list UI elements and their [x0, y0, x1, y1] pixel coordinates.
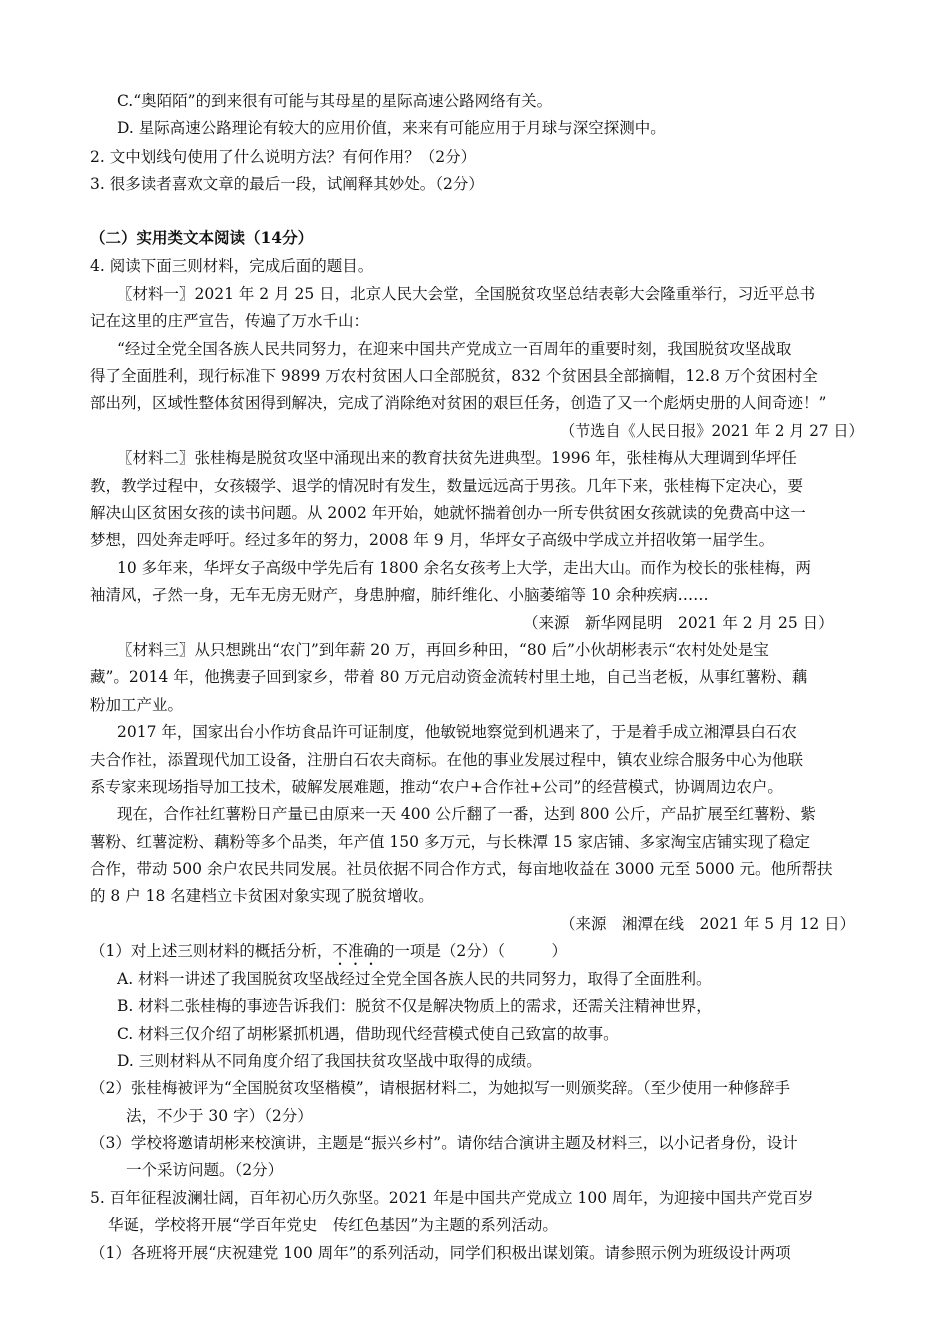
material-1-line: 〖材料一〗2021 年 2 月 25 日，北京人民大会堂，全国脱贫攻坚总结表彰大会隆重举行，习近平总书 [117, 285, 816, 303]
question-5-line: 华诞，学校将开展“学百年党史 传红色基因”为主题的系列活动。 [108, 1216, 558, 1234]
question-4-1 [90, 941, 567, 969]
material-3-line: 夫合作社，添置现代加工设备，注册白石农夫商标。在他的事业发展过程中，镇农业综合服务中心为他联 [90, 751, 804, 769]
material-2-line: 〖材料二〗张桂梅是脱贫攻坚中涌现出来的教育扶贫先进典型。1996 年，张桂梅从大理调到华坪任 [117, 449, 797, 467]
material-3-line: 粉加工产业。 [90, 696, 184, 714]
material-3-line: 现在，合作社红薯粉日产量已由原来一天 400 公斤翻了一番，达到 800 公斤，产品扩展至红薯粉、紫 [117, 805, 816, 823]
material-1-line: 部出列，区域性整体贫困得到解决，完成了消除绝对贫困的艰巨任务，创造了又一个彪炳史册的人间奇迹！” [90, 394, 827, 412]
material-3-source: （来源 湘潭在线 2021 年 5 月 12 日） [560, 915, 856, 933]
material-2-line: 梦想，四处奔走呼吁。经过多年的努力，2008 年 9 月，华坪女子高级中学成立并招收第一届学生。 [90, 531, 775, 549]
material-2-source: （来源 新华网昆明 2021 年 2 月 25 日） [523, 614, 834, 632]
material-3-line: 〖材料三〗从只想跳出“农门”到年薪 20 万，再回乡种田，“80 后”小伙胡彬表示“农村处处是宝 [117, 641, 769, 659]
question-4-3-line: （3）学校将邀请胡彬来校演讲，主题是“振兴乡村”。请你结合演讲主题及材料三，以小记者身份，设计 [90, 1134, 798, 1152]
material-3-line: 系专家来现场指导加工技术，破解发展难题，推动“农户+合作社+公司”的经营模式，协调周边农户。 [90, 778, 783, 796]
option-c-line: C.“奥陌陌”的到来很有可能与其母星的星际高速公路网络有关。 [117, 92, 553, 110]
material-1-line: “经过全党全国各族人民共同努力，在迎来中国共产党成立一百周年的重要时刻，我国脱贫攻坚战取 [117, 340, 792, 358]
material-3-line: 的 8 户 18 名建档立卡贫困对象实现了脱贫增收。 [90, 887, 434, 905]
material-2-line: 教，教学过程中，女孩辍学、退学的情况时有发生，数量远远高于男孩。几年下来，张桂梅下定决心，要 [90, 477, 804, 495]
option-d-line: D. 星际高速公路理论有较大的应用价值，来来有可能应用于月球与深空探测中。 [117, 119, 666, 137]
question-2: 2. 文中划线句使用了什么说明方法？有何作用？（2分） [90, 148, 477, 166]
material-3-line: 藏”。2014 年，他携妻子回到家乡，带着 80 万元启动资金流转村里土地，自己当老板，从事红薯粉、藕 [90, 668, 808, 686]
question-3: 3. 很多读者喜欢文章的最后一段，试阐释其妙处。（2分） [90, 175, 484, 193]
question-5-1: （1）各班将开展“庆祝建党 100 周年”的系列活动，同学们积极出谋划策。请参照示例为班级设计两项 [90, 1244, 791, 1262]
question-4-2-line: （2）张桂梅被评为“全国脱贫攻坚楷模”，请根据材料二，为她拟写一则颁奖辞。（至少使用一种修辞手 [90, 1079, 790, 1097]
material-2-line: 10 多年来，华坪女子高级中学先后有 1800 余名女孩考上大学，走出大山。而作为校长的张桂梅，两 [117, 559, 811, 577]
question-4-intro: 4. 阅读下面三则材料，完成后面的题目。 [90, 257, 374, 275]
material-3-line: 2017 年，国家出台小作坊食品许可证制度，他敏锐地察觉到机遇来了，于是着手成立湘潭县白石农 [117, 723, 797, 741]
question-4-1-prefix: （1）对上述三则材料的概括分析， [90, 942, 333, 960]
option-c: C. 材料三仅介绍了胡彬紧抓机遇，借助现代经营模式使自己致富的故事。 [117, 1025, 619, 1043]
question-4-3-line: 一个采访问题。（2分） [126, 1161, 284, 1179]
question-5-line: 5. 百年征程波澜壮阔，百年初心历久弥坚。2021 年是中国共产党成立 100 周年，为迎接中国共产党百岁 [90, 1189, 814, 1207]
option-b: B. 材料二张桂梅的事迹告诉我们：脱贫不仅是解决物质上的需求，还需关注精神世界， [117, 997, 712, 1015]
material-1-line: 记在这里的庄严宣告，传遍了万水千山： [90, 312, 370, 330]
option-a: A. 材料一讲述了我国脱贫攻坚战经过全党全国各族人民的共同努力，取得了全面胜利。 [117, 970, 712, 988]
section-heading: （二）实用类文本阅读（14分） [90, 228, 314, 247]
question-4-2-line: 法，不少于 30 字）（2分） [126, 1107, 313, 1125]
option-d: D. 三则材料从不同角度介绍了我国扶贫攻坚战中取得的成绩。 [117, 1052, 542, 1070]
emphasis-not-accurate: 不准确 [332, 942, 379, 960]
material-1-line: 得了全面胜利，现行标准下 9899 万农村贫困人口全部脱贫，832 个贫困县全部摘帽，12.8 万个贫困村全 [90, 367, 818, 385]
material-1-source: （节选自《人民日报》2021 年 2 月 27 日） [560, 422, 864, 440]
material-3-line: 薯粉、红薯淀粉、藕粉等多个品类，年产值 150 多万元，与长株潭 15 家店铺、多家淘宝店铺实现了稳定 [90, 833, 811, 851]
material-3-line: 合作，带动 500 余户农民共同发展。社员依据不同合作方式，每亩地收益在 3000 元至 5000 元。他所帮扶 [90, 860, 833, 878]
material-2-line: 袖清风，孑然一身，无车无房无财产，身患肿瘤，肺纤维化、小脑萎缩等 10 余种疾病…… [90, 586, 709, 604]
question-4-1-suffix: 的一项是（2分）（ ） [378, 942, 568, 960]
material-2-line: 解决山区贫困女孩的读书问题。从 2002 年开始，她就怀揣着创办一所专供贫困女孩就读的免费高中这一 [90, 504, 806, 522]
